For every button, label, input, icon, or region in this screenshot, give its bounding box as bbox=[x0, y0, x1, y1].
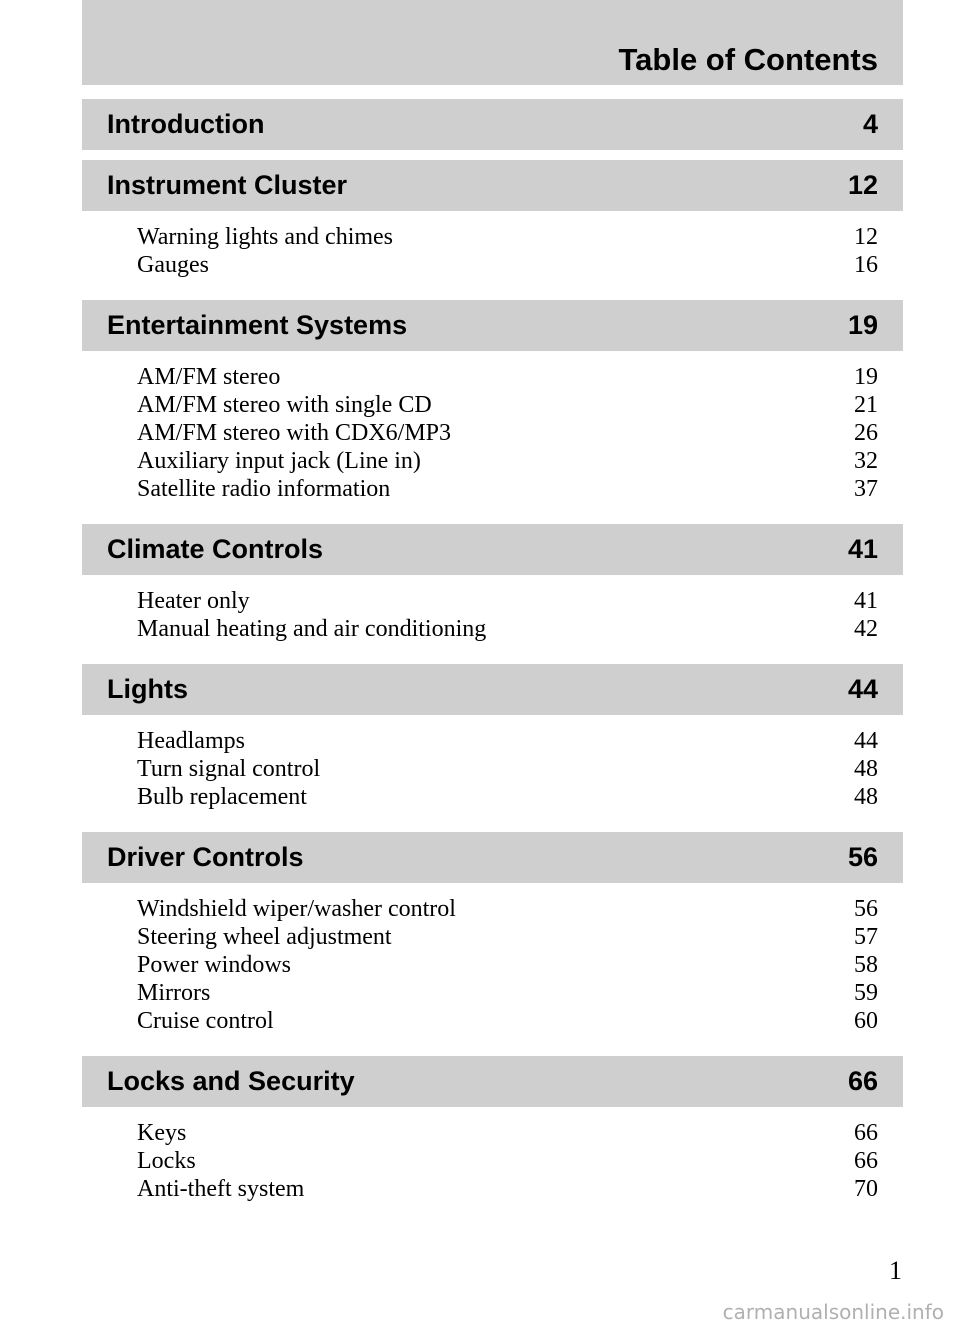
entry-page-number: 48 bbox=[854, 756, 878, 782]
table-of-contents bbox=[82, 99, 903, 1214]
entry-list bbox=[82, 575, 903, 654]
entry-title: Warning lights and chimes bbox=[137, 224, 394, 250]
section-page-number: 44 bbox=[847, 674, 878, 704]
toc-entry[interactable] bbox=[82, 951, 903, 979]
section-page-number: 66 bbox=[847, 1066, 878, 1096]
toc-entry[interactable] bbox=[82, 1175, 903, 1203]
entry-title: Satellite radio information bbox=[137, 476, 391, 502]
entry-list bbox=[82, 883, 903, 1046]
toc-entry[interactable] bbox=[82, 895, 903, 923]
entry-page-number: 26 bbox=[854, 420, 878, 446]
section-title: Introduction bbox=[107, 109, 265, 139]
toc-entry[interactable] bbox=[82, 615, 903, 643]
section-heading[interactable] bbox=[82, 160, 903, 211]
section-page-number: 12 bbox=[847, 170, 878, 200]
entry-title: Mirrors bbox=[137, 980, 211, 1006]
section-title: Entertainment Systems bbox=[107, 310, 408, 340]
entry-title: Keys bbox=[137, 1120, 187, 1146]
toc-entry[interactable] bbox=[82, 223, 903, 251]
section-page-number: 41 bbox=[847, 534, 878, 564]
entry-page-number: 66 bbox=[854, 1120, 878, 1146]
entry-list bbox=[82, 715, 903, 822]
entry-page-number: 58 bbox=[854, 952, 878, 978]
toc-entry[interactable] bbox=[82, 755, 903, 783]
toc-entry[interactable] bbox=[82, 475, 903, 503]
toc-entry[interactable] bbox=[82, 419, 903, 447]
entry-title: Auxiliary input jack (Line in) bbox=[137, 448, 421, 474]
section-heading[interactable] bbox=[82, 1056, 903, 1107]
toc-entry[interactable] bbox=[82, 1147, 903, 1175]
toc-entry[interactable] bbox=[82, 1007, 903, 1035]
entry-title: Anti-theft system bbox=[137, 1176, 305, 1202]
entry-title: AM/FM stereo with single CD bbox=[137, 392, 432, 418]
entry-title: Manual heating and air conditioning bbox=[137, 616, 487, 642]
entry-page-number: 42 bbox=[854, 616, 878, 642]
entry-page-number: 70 bbox=[854, 1176, 878, 1202]
entry-title: AM/FM stereo bbox=[137, 364, 281, 390]
entry-page-number: 48 bbox=[854, 784, 878, 810]
page-header bbox=[82, 0, 903, 85]
toc-entry[interactable] bbox=[82, 923, 903, 951]
toc-entry[interactable] bbox=[82, 391, 903, 419]
entry-title: Gauges bbox=[137, 252, 209, 278]
toc-entry[interactable] bbox=[82, 783, 903, 811]
page-title: Table of Contents bbox=[618, 42, 878, 77]
section-heading[interactable] bbox=[82, 300, 903, 351]
page-number: 1 bbox=[889, 1256, 902, 1285]
entry-title: Heater only bbox=[137, 588, 250, 614]
entry-title: AM/FM stereo with CDX6/MP3 bbox=[137, 420, 452, 446]
entry-title: Locks bbox=[137, 1148, 196, 1174]
section-title: Climate Controls bbox=[107, 534, 324, 564]
section-page-number: 4 bbox=[862, 109, 878, 139]
toc-entry[interactable] bbox=[82, 727, 903, 755]
toc-entry[interactable] bbox=[82, 587, 903, 615]
entry-title: Power windows bbox=[137, 952, 291, 978]
section-heading[interactable] bbox=[82, 99, 903, 150]
entry-page-number: 19 bbox=[854, 364, 878, 390]
entry-list bbox=[82, 351, 903, 514]
entry-page-number: 57 bbox=[854, 924, 878, 950]
section-title: Lights bbox=[107, 674, 188, 704]
toc-entry[interactable] bbox=[82, 251, 903, 279]
section-page-number: 19 bbox=[847, 310, 878, 340]
entry-page-number: 32 bbox=[854, 448, 878, 474]
entry-page-number: 66 bbox=[854, 1148, 878, 1174]
toc-entry[interactable] bbox=[82, 979, 903, 1007]
section-page-number: 56 bbox=[847, 842, 878, 872]
entry-title: Cruise control bbox=[137, 1008, 274, 1034]
entry-page-number: 16 bbox=[854, 252, 878, 278]
entry-page-number: 12 bbox=[854, 224, 878, 250]
entry-page-number: 44 bbox=[854, 728, 878, 754]
section-heading[interactable] bbox=[82, 524, 903, 575]
entry-page-number: 56 bbox=[854, 896, 878, 922]
section-heading[interactable] bbox=[82, 664, 903, 715]
entry-title: Windshield wiper/washer control bbox=[137, 896, 456, 922]
toc-entry[interactable] bbox=[82, 363, 903, 391]
section-title: Instrument Cluster bbox=[107, 170, 348, 200]
entry-title: Bulb replacement bbox=[137, 784, 307, 810]
entry-page-number: 59 bbox=[854, 980, 878, 1006]
entry-page-number: 41 bbox=[854, 588, 878, 614]
entry-page-number: 21 bbox=[854, 392, 878, 418]
toc-entry[interactable] bbox=[82, 447, 903, 475]
toc-entry[interactable] bbox=[82, 1119, 903, 1147]
entry-list bbox=[82, 1107, 903, 1214]
section-title: Driver Controls bbox=[107, 842, 304, 872]
section-heading[interactable] bbox=[82, 832, 903, 883]
watermark: carmanualsonline.info bbox=[722, 1300, 944, 1324]
entry-title: Headlamps bbox=[137, 728, 245, 754]
entry-title: Steering wheel adjustment bbox=[137, 924, 392, 950]
entry-page-number: 60 bbox=[854, 1008, 878, 1034]
entry-title: Turn signal control bbox=[137, 756, 321, 782]
entry-list bbox=[82, 211, 903, 290]
section-title: Locks and Security bbox=[107, 1066, 355, 1096]
entry-page-number: 37 bbox=[854, 476, 878, 502]
